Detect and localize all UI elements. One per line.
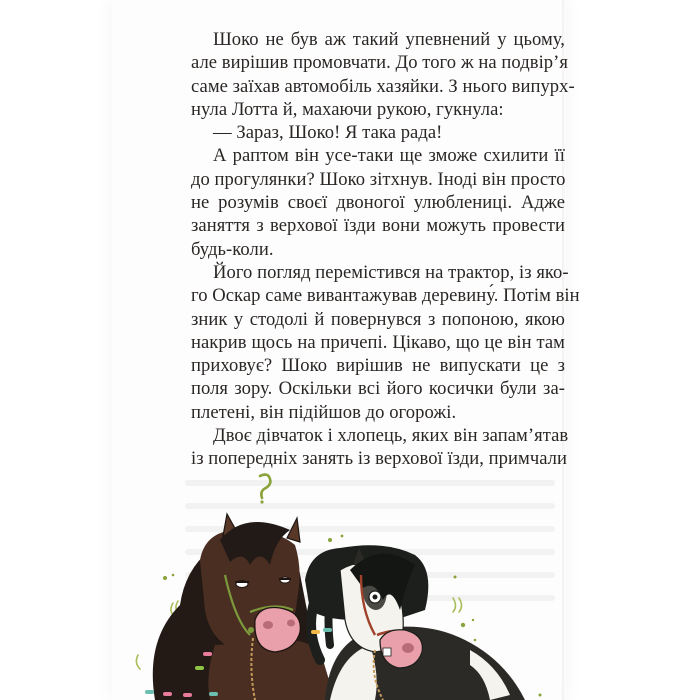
text-line: до прогулянки? Шоко зітхнув. Іноді він просто (191, 168, 566, 190)
text-line: — Зараз, Шоко! Я така рада! (213, 122, 443, 144)
paragraph-3 (191, 144, 565, 260)
text-line: поля зору. Оскільки всі його косички були за- (191, 378, 565, 400)
text-line: будь-коли. (191, 238, 274, 260)
paragraph-4 (191, 261, 580, 424)
ponies-illustration (125, 470, 565, 700)
text-line: заняття з верхової їзди вони можуть провести (191, 215, 565, 237)
pinto-pony (305, 545, 525, 700)
text-line: не розумів своєї двоногої улюблениці. Адже (191, 192, 565, 214)
text-line: але вирішив промовчати. До того ж на подвір’я (191, 52, 568, 74)
text-line: Двоє дівчаток і хлопець, яких він запам’ятав (213, 425, 569, 447)
text-line: А раптом він усе-таки ще зможе схилити її (213, 145, 565, 167)
text-line: Його погляд перемістився на трактор, із яко- (213, 261, 569, 283)
story-text (191, 28, 580, 471)
text-line: Шоко не був аж такий упевнений у цьому, (213, 29, 565, 50)
text-line: зник у стодолі й повернувся з попоною, якою (191, 308, 565, 330)
text-line: нула Лотта й, махаючи рукою, гукнула: (191, 98, 504, 120)
text-line: накрив щось на причепі. Цікаво, що це він там (191, 331, 565, 353)
text-line: плетені, він підійшов до огорожі. (191, 401, 457, 423)
question-mark-icon (260, 475, 270, 504)
text-line: із попередніх занять із верхової їзди, примчали (191, 448, 568, 470)
text-line: го Оскар саме вивантажував деревину́. Потім він (191, 285, 580, 307)
text-line: саме заїхав автомобіль хазяйки. З нього випурх- (191, 75, 575, 97)
brown-pony (145, 514, 335, 700)
text-line: приховує? Шоко вирішив не випускати це з (191, 355, 565, 377)
paragraph-1 (191, 28, 575, 121)
paragraph-5 (191, 424, 569, 471)
paragraph-2-dialogue (191, 121, 565, 144)
